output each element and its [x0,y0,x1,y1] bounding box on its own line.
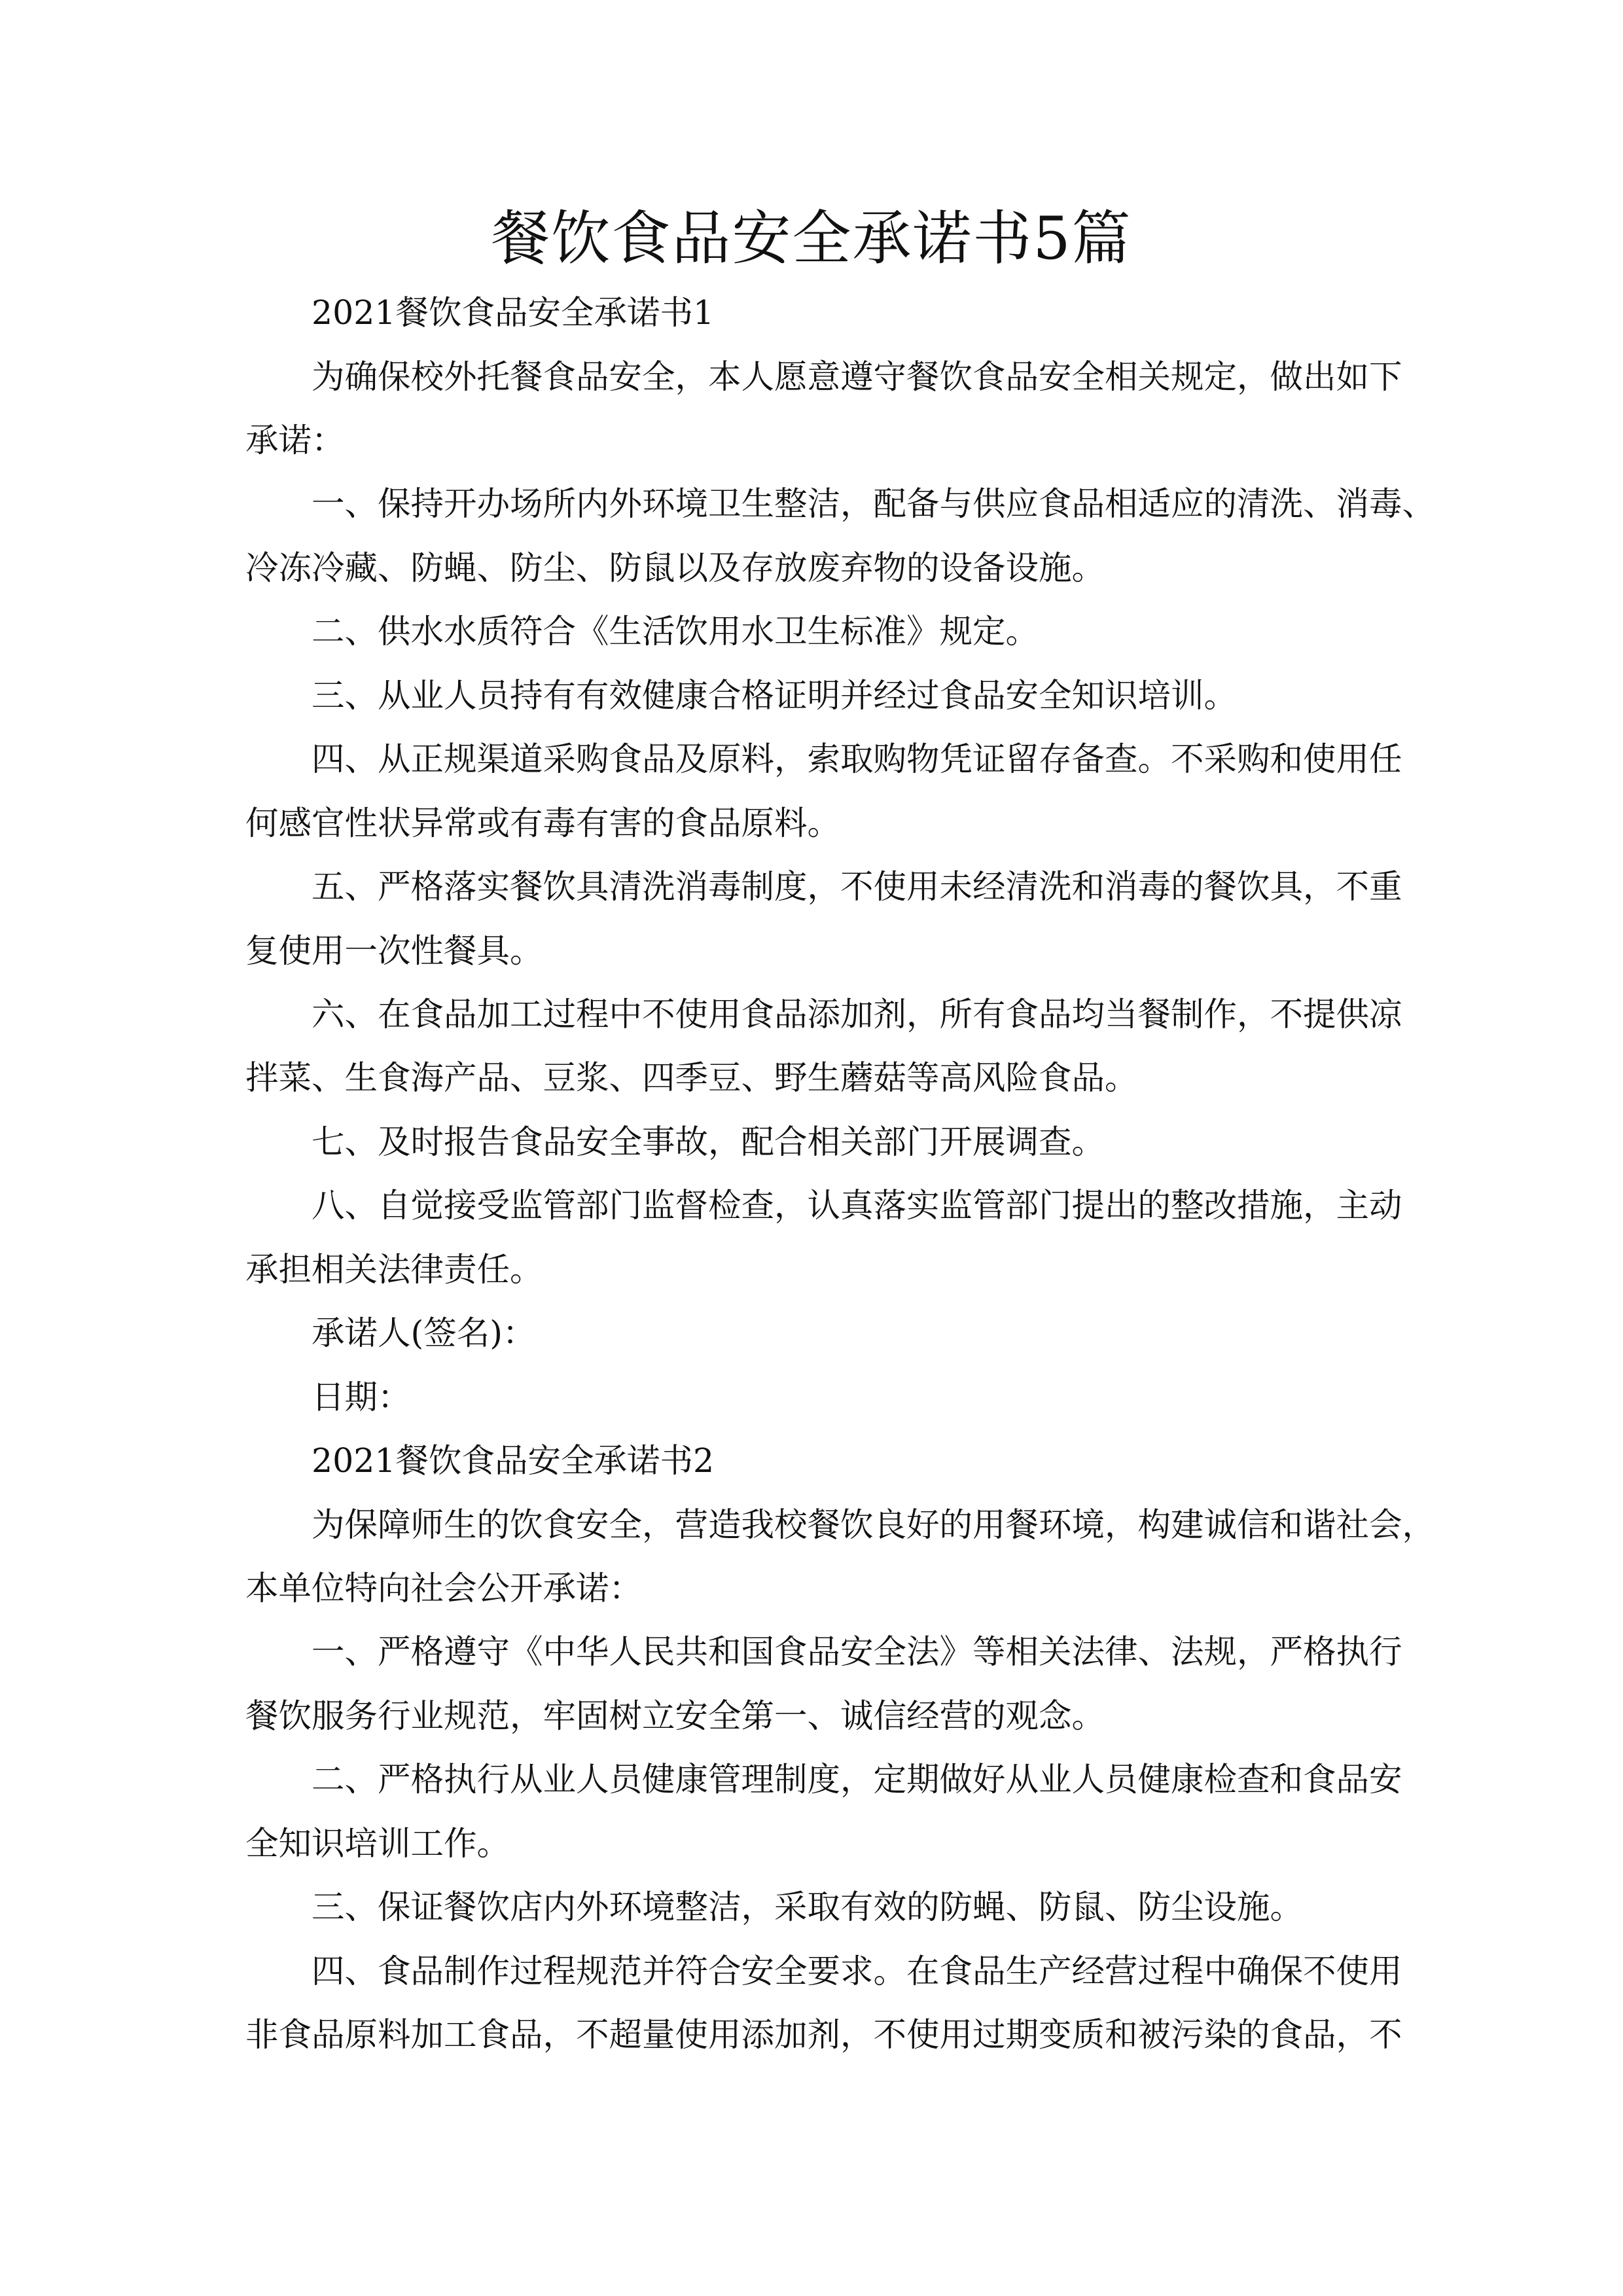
text-line: 本单位特向社会公开承诺： [245,1569,642,1607]
text-line: 复使用一次性餐具。 [245,931,543,970]
document-title: 餐饮食品安全承诺书5篇 [491,204,1132,273]
text-line: 二、供水水质符合《生活饮用水卫生标准》规定。 [312,612,1039,651]
text-line: 非食品原料加工食品，不超量使用添加剂，不使用过期变质和被污染的食品，不 [245,2015,1402,2054]
text-line: 为保障师生的饮食安全，营造我校餐饮良好的用餐环境，构建诚信和谐社会， [312,1505,1435,1544]
text-line: 2021餐饮食品安全承诺书1 [312,293,715,332]
text-line: 日期： [312,1377,411,1416]
text-line: 承诺人(签名)： [312,1314,536,1353]
text-line: 2021餐饮食品安全承诺书2 [312,1441,715,1480]
text-line: 七、及时报告食品安全事故，配合相关部门开展调查。 [312,1122,1105,1161]
text-line: 餐饮服务行业规范，牢固树立安全第一、诚信经营的观念。 [245,1696,1105,1735]
text-line: 承诺： [245,420,345,459]
text-line: 一、严格遵守《中华人民共和国食品安全法》等相关法律、法规，严格执行 [312,1632,1402,1672]
text-line: 承担相关法律责任。 [245,1249,543,1289]
text-line: 冷冻冷藏、防蝇、防尘、防鼠以及存放废弃物的设备设施。 [245,548,1105,587]
text-line: 六、在食品加工过程中不使用食品添加剂，所有食品均当餐制作，不提供凉 [312,995,1402,1033]
text-line: 拌菜、生食海产品、豆浆、四季豆、野生蘑菇等高风险食品。 [245,1058,1138,1098]
text-line: 一、保持开办场所内外环境卫生整洁，配备与供应食品相适应的清洗、消毒、 [312,484,1435,524]
text-line: 八、自觉接受监管部门监督检查，认真落实监管部门提出的整改措施，主动 [312,1186,1402,1225]
text-line: 二、严格执行从业人员健康管理制度，定期做好从业人员健康检查和食品安 [312,1760,1402,1799]
text-line: 为确保校外托餐食品安全，本人愿意遵守餐饮食品安全相关规定，做出如下 [312,357,1402,396]
text-line: 全知识培训工作。 [245,1823,510,1863]
text-line: 四、食品制作过程规范并符合安全要求。在食品生产经营过程中确保不使用 [312,1951,1402,1990]
text-line: 五、严格落实餐饮具清洗消毒制度，不使用未经清洗和消毒的餐饮具，不重 [312,867,1402,906]
text-line: 三、保证餐饮店内外环境整洁，采取有效的防蝇、防鼠、防尘设施。 [312,1888,1303,1927]
text-line: 三、从业人员持有有效健康合格证明并经过食品安全知识培训。 [312,675,1237,715]
text-line: 何感官性状异常或有毒有害的食品原料。 [245,803,840,842]
text-line: 四、从正规渠道采购食品及原料，索取购物凭证留存备查。不采购和使用任 [312,740,1402,779]
